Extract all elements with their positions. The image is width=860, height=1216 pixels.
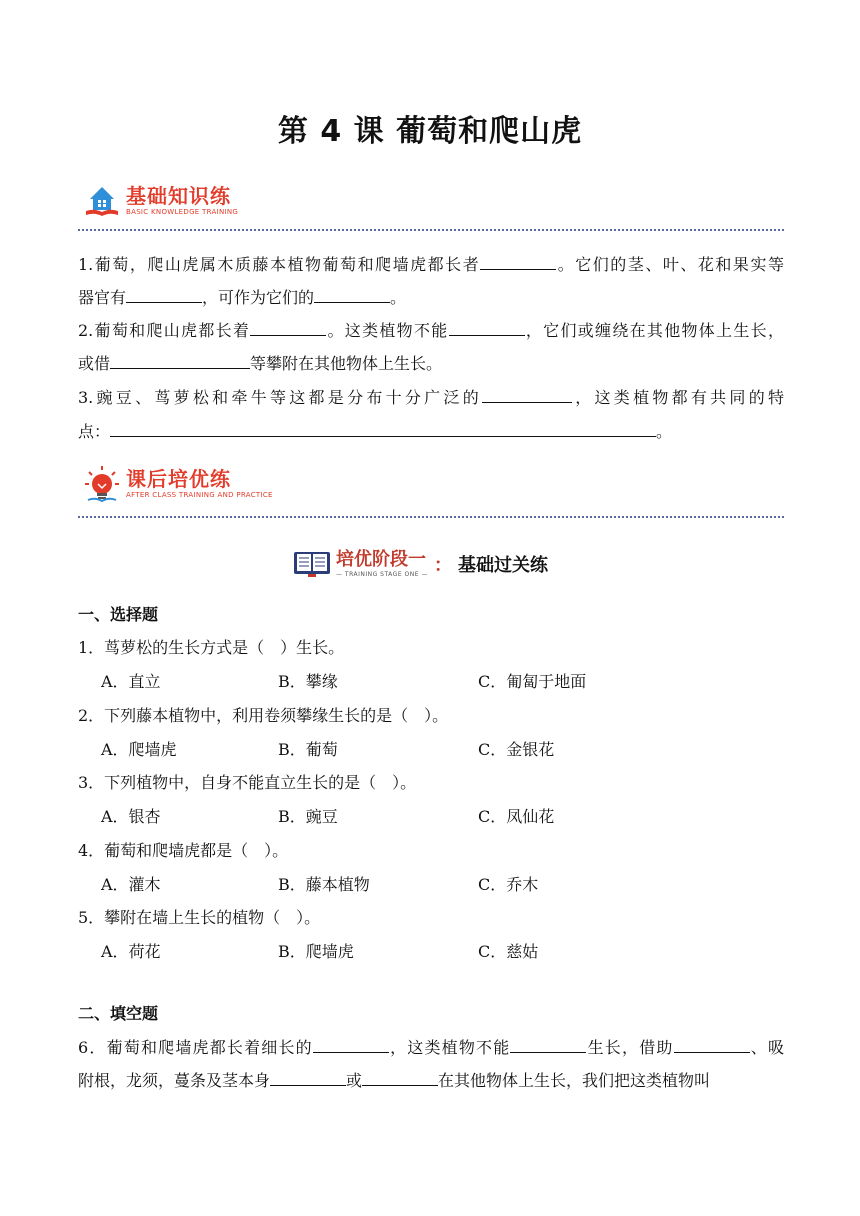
blank bbox=[270, 1068, 346, 1086]
fill-question-line-2: 附根，龙须，蔓条及茎本身 或 在其他物体上生长，我们把这类植物叫 bbox=[78, 1068, 784, 1092]
training-stage-header bbox=[292, 549, 548, 579]
blank bbox=[510, 1035, 586, 1053]
option-c: C．凤仙花 bbox=[478, 807, 555, 826]
after-class-banner bbox=[82, 464, 273, 504]
option-c: C．金银花 bbox=[478, 740, 555, 759]
blank bbox=[110, 351, 250, 369]
blank bbox=[126, 285, 202, 303]
stage-subtitle: — TRAINING STAGE ONE — bbox=[336, 570, 428, 578]
option-b: B．豌豆 bbox=[278, 807, 338, 826]
option-b: B．藤本植物 bbox=[278, 875, 370, 894]
banner-title: 基础知识练 bbox=[126, 184, 231, 208]
option-a: A．银杏 bbox=[101, 807, 161, 826]
option-b: B．攀缘 bbox=[278, 672, 338, 691]
section-heading-fill: 二、填空题 bbox=[78, 1004, 159, 1023]
option-a: A．直立 bbox=[101, 672, 161, 691]
knowledge-line-5: 3.豌豆、茑萝松和牵牛等这都是分布十分广泛的 ，这类植物都有共同的特 bbox=[78, 385, 784, 409]
knowledge-line-6: 点： 。 bbox=[78, 419, 784, 443]
stage-name: 基础过关练 bbox=[457, 555, 548, 576]
option-c: C．乔木 bbox=[478, 875, 539, 894]
stage-title: 培优阶段一 bbox=[336, 548, 426, 570]
question-5: 5．攀附在墙上生长的植物（ ）。 bbox=[78, 908, 321, 927]
blank bbox=[482, 385, 572, 403]
blank bbox=[480, 252, 556, 270]
option-b: B．葡萄 bbox=[278, 740, 338, 759]
option-a: A．灌木 bbox=[101, 875, 161, 894]
book-icon bbox=[292, 549, 332, 579]
question-1: 1．茑萝松的生长方式是（ ）生长。 bbox=[78, 638, 345, 657]
divider bbox=[78, 516, 784, 518]
question-4: 4．葡萄和爬墙虎都是（ ）。 bbox=[78, 841, 289, 860]
knowledge-line-1: 1.葡萄，爬山虎属木质藤本植物葡萄和爬墙虎都长者 。它们的茎、叶、花和果实等 bbox=[78, 252, 784, 276]
stage-colon: ： bbox=[433, 555, 452, 576]
fill-question-line-1: 6．葡萄和爬墙虎都长着细长的 ，这类植物不能 生长，借助 、吸 bbox=[78, 1035, 784, 1059]
blank bbox=[313, 1035, 389, 1053]
basic-knowledge-banner bbox=[82, 181, 238, 221]
option-a: A．荷花 bbox=[101, 942, 161, 961]
banner-subtitle: AFTER CLASS TRAINING AND PRACTICE bbox=[126, 491, 273, 499]
divider bbox=[78, 229, 784, 231]
option-c: C．慈姑 bbox=[478, 942, 539, 961]
banner-subtitle: BASIC KNOWLEDGE TRAINING bbox=[126, 208, 239, 216]
blank bbox=[250, 318, 326, 336]
blank bbox=[449, 318, 525, 336]
knowledge-line-4: 或借 等攀附在其他物体上生长。 bbox=[78, 351, 784, 375]
blank bbox=[314, 285, 390, 303]
page-title: 第 4 课 葡萄和爬山虎 bbox=[277, 114, 583, 149]
blank bbox=[110, 419, 656, 437]
knowledge-line-2: 器官有 ，可作为它们的 。 bbox=[78, 285, 784, 309]
question-3: 3．下列植物中，自身不能直立生长的是（ ）。 bbox=[78, 773, 417, 792]
option-c: C．匍匐于地面 bbox=[478, 672, 587, 691]
section-heading-choice: 一、选择题 bbox=[78, 605, 159, 624]
question-2: 2．下列藤本植物中，利用卷须攀缘生长的是（ ）。 bbox=[78, 706, 449, 725]
blank bbox=[674, 1035, 750, 1053]
house-book-icon bbox=[82, 181, 122, 221]
option-a: A．爬墙虎 bbox=[101, 740, 177, 759]
banner-title: 课后培优练 bbox=[126, 467, 231, 491]
lightbulb-icon bbox=[82, 464, 122, 504]
knowledge-line-3: 2.葡萄和爬山虎都长着 。这类植物不能 ，它们或缠绕在其他物体上生长， bbox=[78, 318, 784, 342]
option-b: B．爬墙虎 bbox=[278, 942, 354, 961]
blank bbox=[362, 1068, 438, 1086]
